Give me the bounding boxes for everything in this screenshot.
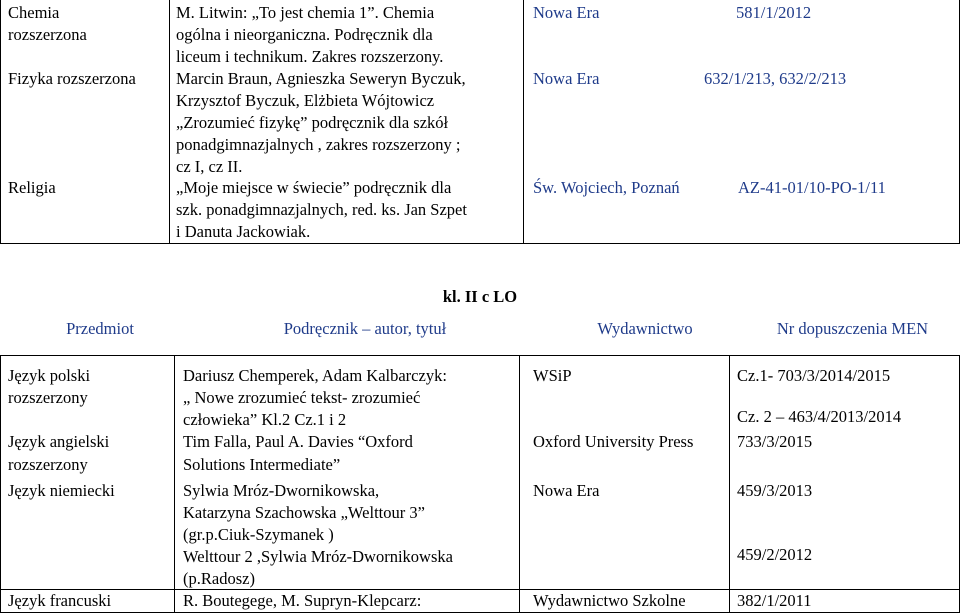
top-table-border <box>0 243 960 244</box>
publisher-cell: Nowa Era <box>533 3 600 22</box>
subject-cell: Język polski <box>8 366 91 385</box>
book-cell: (p.Radosz) <box>183 569 255 588</box>
subject-cell: Język francuski <box>8 591 112 610</box>
book-cell: Krzysztof Byczuk, Elżbieta Wójtowicz <box>176 91 435 110</box>
publisher-cell: WSiP <box>533 366 572 385</box>
book-cell: Tim Falla, Paul A. Davies “Oxford <box>183 432 413 451</box>
book-cell: Sylwia Mróz-Dwornikowska, <box>183 481 380 500</box>
subject-cell: rozszerzona <box>8 25 87 44</box>
book-cell: Solutions Intermediate” <box>183 455 341 474</box>
top-table-border <box>169 0 170 244</box>
publisher-cell: Nowa Era <box>533 481 600 500</box>
book-cell: R. Boutegege, M. Supryn-Klepcarz: <box>183 591 422 610</box>
book-cell: Katarzyna Szachowska „Welttour 3” <box>183 503 425 522</box>
book-cell: Marcin Braun, Agnieszka Seweryn Byczuk, <box>176 69 466 88</box>
bottom-table-border <box>0 589 960 590</box>
approval-cell: Cz. 2 – 463/4/2013/2014 <box>737 407 902 426</box>
book-cell: i Danuta Jackowiak. <box>176 222 311 241</box>
book-cell: „ Nowe zrozumieć tekst- zrozumieć <box>183 388 421 407</box>
section-title: kl. II c LO <box>442 287 518 306</box>
subject-cell: Język angielski <box>8 432 110 451</box>
book-cell: szk. ponadgimnazjalnych, red. ks. Jan Szpet <box>176 200 467 219</box>
approval-cell: 632/1/213, 632/2/213 <box>704 69 847 88</box>
header-book: Podręcznik – autor, tytuł <box>283 319 447 338</box>
book-cell: ponadgimnazjalnych , zakres rozszerzony ; <box>176 135 461 154</box>
book-cell: Dariusz Chemperek, Adam Kalbarczyk: <box>183 366 447 385</box>
book-cell: cz I, cz II. <box>176 157 243 176</box>
approval-cell: 733/3/2015 <box>737 432 813 451</box>
publisher-cell: Św. Wojciech, Poznań <box>533 178 680 197</box>
publisher-cell: Oxford University Press <box>533 432 694 451</box>
publisher-cell: Nowa Era <box>533 69 600 88</box>
approval-cell: 581/1/2012 <box>736 3 812 22</box>
top-table-border <box>0 0 1 244</box>
book-cell: człowieka” Kl.2 Cz.1 i 2 <box>183 410 347 429</box>
book-cell: liceum i technikum. Zakres rozszerzony. <box>176 47 444 66</box>
subject-cell: Fizyka rozszerzona <box>8 69 136 88</box>
bottom-table-border <box>0 355 1 613</box>
top-table-border <box>523 0 524 244</box>
approval-cell: 459/3/2013 <box>737 481 813 500</box>
approval-cell: AZ-41-01/10-PO-1/11 <box>738 178 886 197</box>
approval-cell: 382/1/2011 <box>737 591 812 610</box>
book-cell: ogólna i nieorganiczna. Podręcznik dla <box>176 25 433 44</box>
subject-cell: rozszerzony <box>8 388 88 407</box>
header-subject: Przedmiot <box>66 319 134 338</box>
bottom-table-border <box>0 355 960 356</box>
book-cell: M. Litwin: „To jest chemia 1”. Chemia <box>176 3 435 22</box>
book-cell: „Zrozumieć fizykę” podręcznik dla szkół <box>176 113 449 132</box>
subject-cell: rozszerzony <box>8 455 88 474</box>
bottom-table-border <box>519 355 520 613</box>
approval-cell: 459/2/2012 <box>737 545 813 564</box>
subject-cell: Chemia <box>8 3 60 22</box>
bottom-table-border <box>174 355 175 613</box>
header-approval: Nr dopuszczenia MEN <box>776 319 929 338</box>
book-cell: Welttour 2 ,Sylwia Mróz-Dwornikowska <box>183 547 453 566</box>
subject-cell: Religia <box>8 178 56 197</box>
book-cell: (gr.p.Ciuk-Szymanek ) <box>183 525 334 544</box>
bottom-table-border <box>729 355 730 613</box>
book-cell: „Moje miejsce w świecie” podręcznik dla <box>176 178 452 197</box>
publisher-cell: Wydawnictwo Szkolne <box>533 591 686 610</box>
approval-cell: Cz.1- 703/3/2014/2015 <box>737 366 891 385</box>
subject-cell: Język niemiecki <box>8 481 115 500</box>
header-publisher: Wydawnictwo <box>597 319 693 338</box>
